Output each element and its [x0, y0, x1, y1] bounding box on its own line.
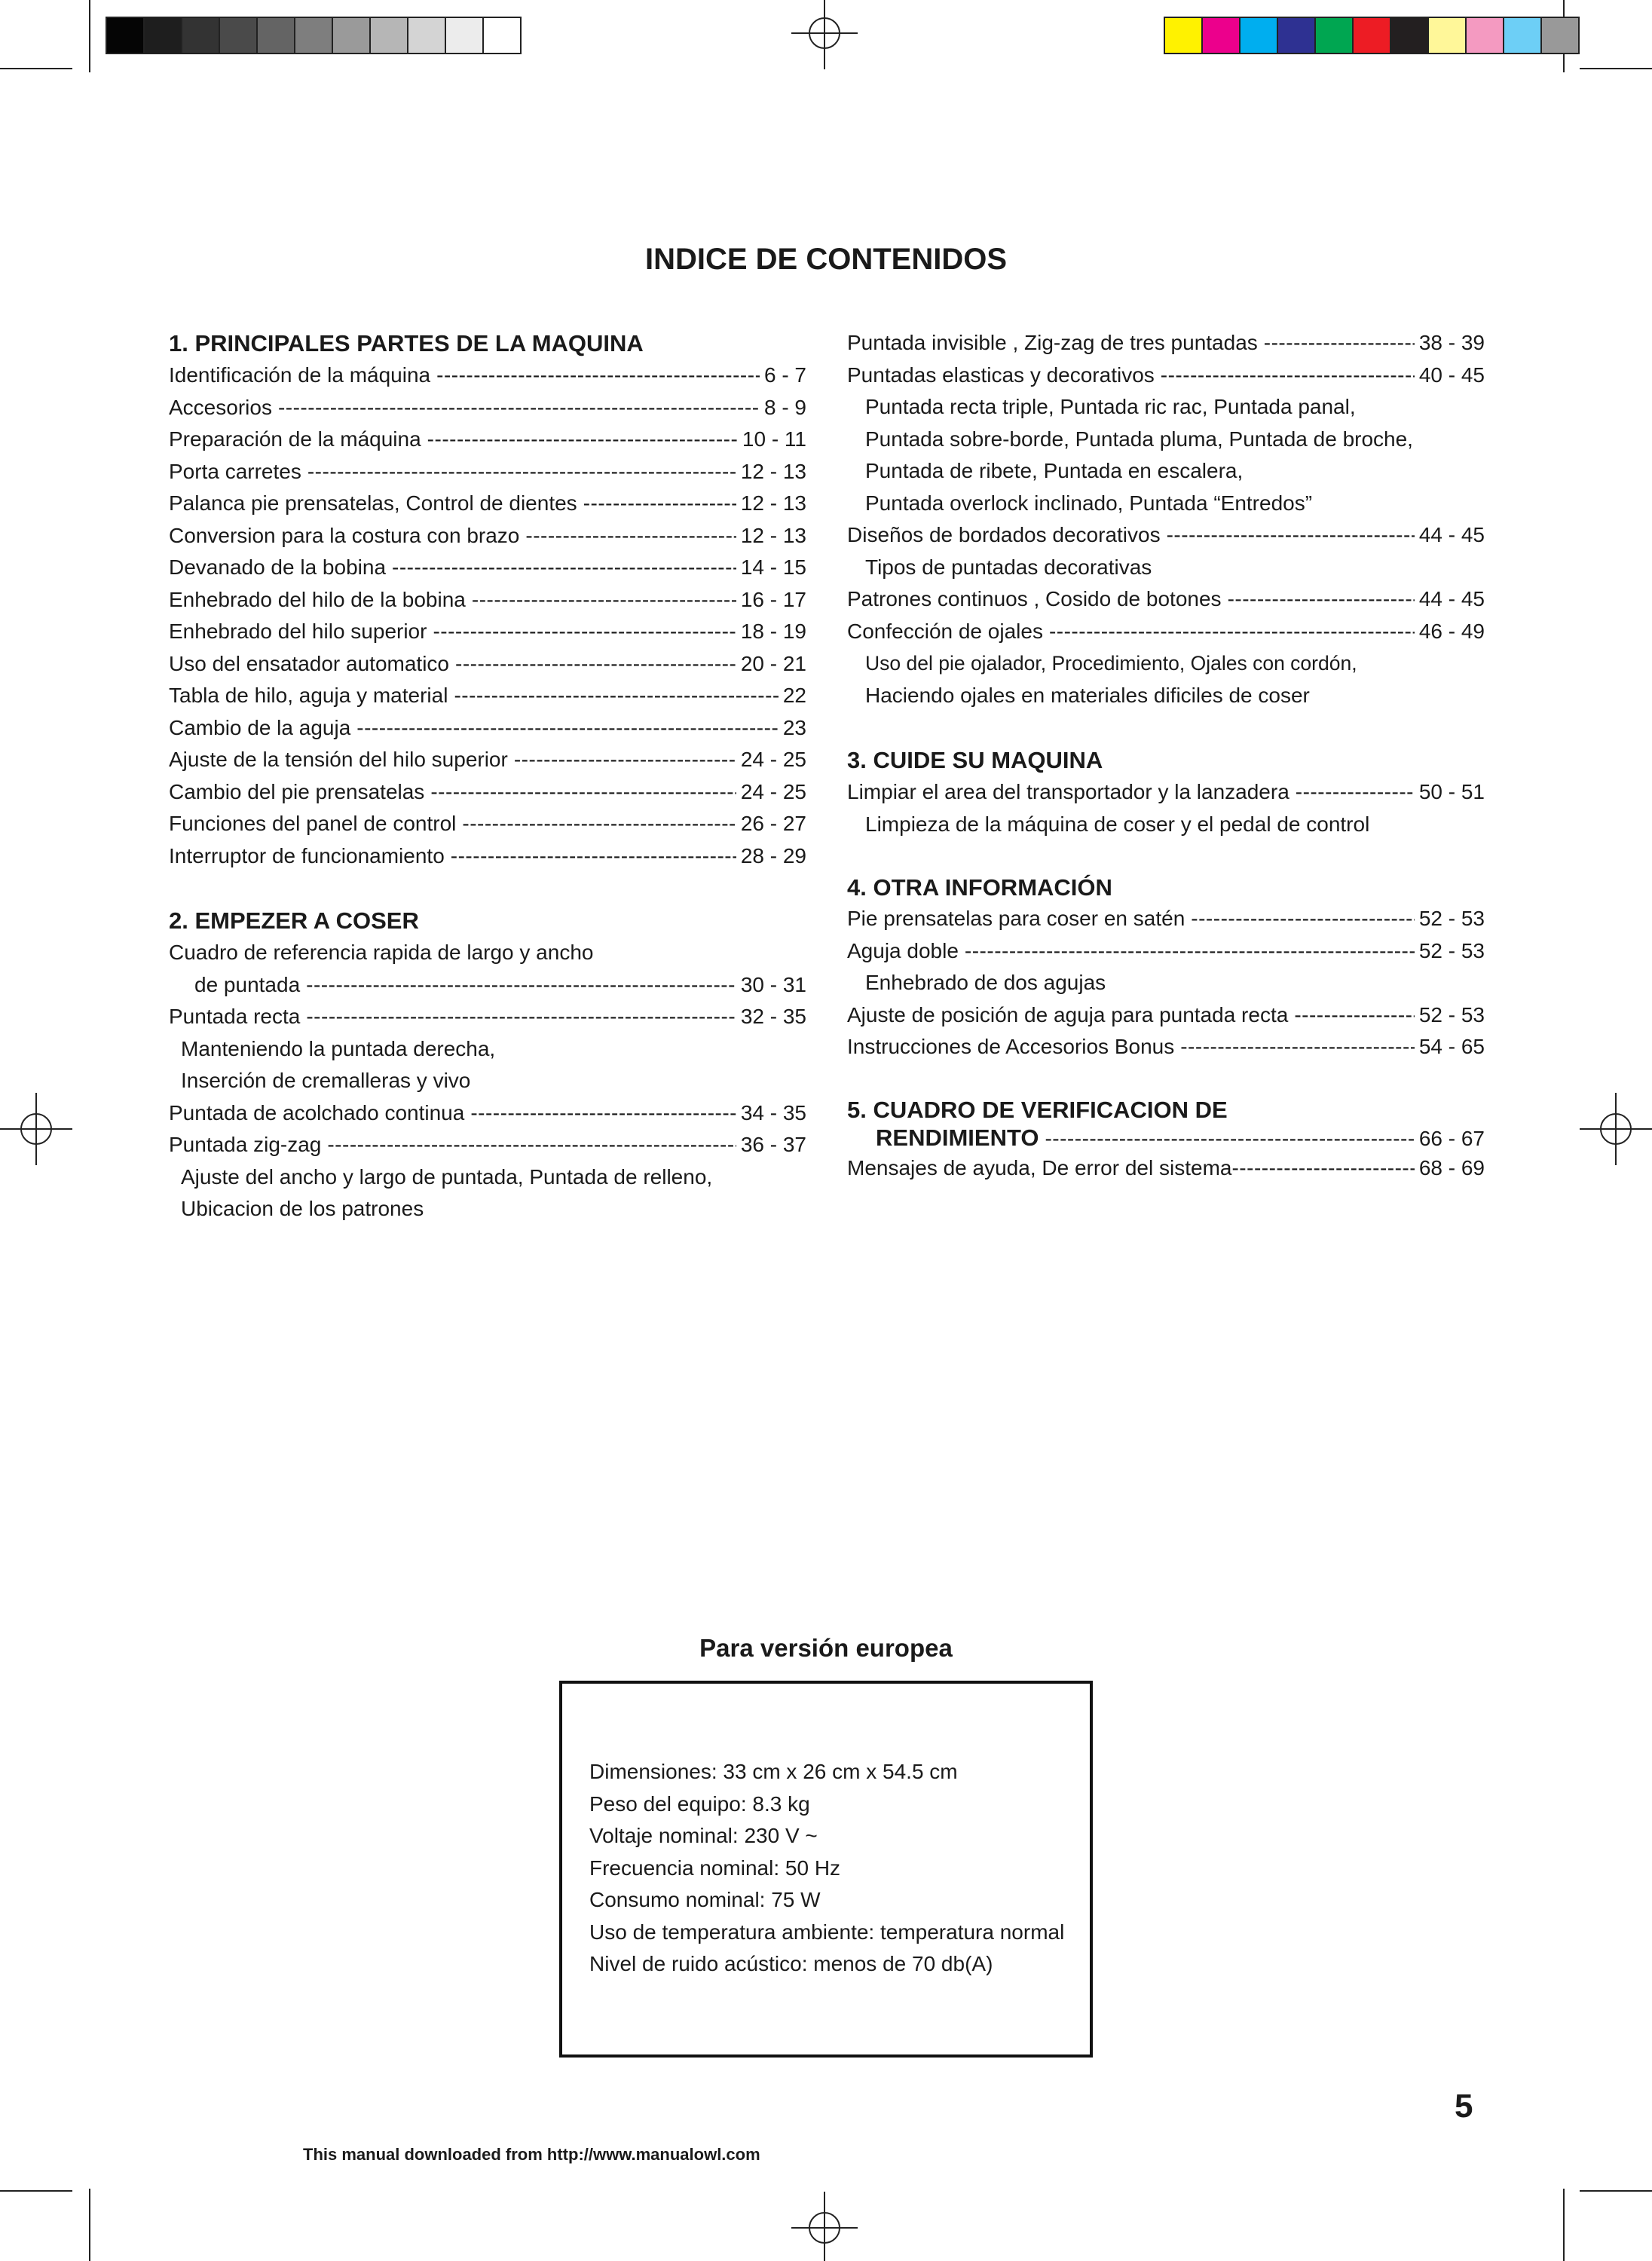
toc-entry[interactable] [169, 359, 806, 392]
toc-page-range: 38 - 39 [1418, 331, 1485, 354]
toc-page-range: 66 - 67 [1418, 1126, 1485, 1150]
toc-entry[interactable] [169, 808, 806, 840]
toc-page-range: 26 - 27 [740, 812, 806, 835]
toc-page-range: 68 - 69 [1418, 1155, 1485, 1179]
section-heading: 1. PRINCIPALES PARTES DE LA MAQUINA [169, 330, 644, 356]
color-swatch [1241, 18, 1278, 53]
spec-line: Peso del equipo: 8.3 kg [589, 1791, 810, 1816]
grayscale-color-bar [106, 17, 522, 54]
toc-entry-label: Diseños de bordados decorativos [847, 523, 1161, 546]
toc-entry[interactable] [169, 712, 806, 745]
toc-entry[interactable] [169, 520, 806, 552]
color-swatch [1391, 18, 1429, 53]
color-swatch [1278, 18, 1316, 53]
crop-mark [89, 0, 90, 72]
registration-mark-icon [788, 2189, 861, 2261]
color-swatch [1165, 18, 1203, 53]
color-swatch [1429, 18, 1467, 53]
section-heading: 3. CUIDE SU MAQUINA [847, 747, 1103, 773]
spec-line: Dimensiones: 33 cm x 26 cm x 54.5 cm [589, 1760, 958, 1783]
dot-leader [306, 1001, 736, 1033]
toc-page-range: 52 - 53 [1418, 938, 1485, 962]
toc-entry[interactable] [169, 1129, 806, 1161]
toc-entry[interactable] [169, 584, 806, 616]
dot-leader [451, 840, 736, 873]
toc-entry-label: Porta carretes [169, 459, 301, 483]
toc-subentry: Inserción de cremalleras y vivo [181, 1069, 471, 1092]
crop-mark [1580, 68, 1652, 69]
toc-entry[interactable] [847, 583, 1485, 616]
dot-leader [1167, 519, 1415, 552]
toc-page-range: 12 - 13 [740, 491, 806, 515]
toc-page-range: 50 - 51 [1418, 780, 1485, 803]
toc-page-range: 24 - 25 [740, 748, 806, 771]
dot-leader [1049, 616, 1415, 648]
toc-entry-label: de puntada [194, 972, 301, 996]
color-swatch [1504, 18, 1542, 53]
toc-page-range: 12 - 13 [740, 523, 806, 547]
dot-leader [1191, 903, 1415, 935]
toc-entry-label: Devanado de la bobina [169, 555, 387, 579]
dot-leader [525, 520, 736, 552]
crop-mark [89, 2189, 90, 2261]
dot-leader [1296, 776, 1415, 809]
spec-line: Uso de temperatura ambiente: temperatura normal [589, 1920, 1065, 1944]
toc-entry[interactable] [847, 1152, 1485, 1185]
toc-entry[interactable] [169, 392, 806, 424]
toc-entry[interactable] [847, 519, 1485, 552]
toc-page-range: 52 - 53 [1418, 907, 1485, 930]
gray-swatch [258, 18, 295, 53]
dot-leader [1045, 1125, 1414, 1152]
toc-entry-label: Uso del ensatador automatico [169, 651, 449, 675]
toc-entry-label: Patrones continuos , Cosido de botones [847, 587, 1222, 610]
toc-entry[interactable] [847, 616, 1485, 648]
dot-leader [472, 584, 736, 616]
dot-leader [356, 712, 779, 745]
dot-leader [1161, 359, 1415, 392]
toc-entry-label: Enhebrado del hilo superior [169, 620, 427, 643]
toc-page-range: 20 - 21 [740, 651, 806, 675]
toc-subentry: Limpieza de la máquina de coser y el pedal de control [865, 812, 1370, 836]
toc-page-range: 22 [782, 684, 806, 707]
toc-entry-label: Cuadro de referencia rapida de largo y ancho [169, 941, 594, 964]
toc-entry[interactable] [169, 616, 806, 648]
dot-leader [1294, 999, 1415, 1032]
dot-leader [436, 359, 760, 392]
dot-leader [278, 392, 760, 424]
toc-subentry: Puntada de ribete, Puntada en escalera, [865, 459, 1244, 482]
toc-entry[interactable] [847, 999, 1485, 1032]
toc-page-range: 44 - 45 [1418, 587, 1485, 610]
dot-leader [514, 744, 736, 776]
toc-entry[interactable] [169, 488, 806, 520]
toc-entry[interactable] [847, 935, 1485, 968]
toc-entry[interactable] [169, 456, 806, 488]
toc-entry[interactable] [847, 776, 1485, 809]
toc-entry-label: Puntada de acolchado continua [169, 1100, 465, 1124]
toc-entry-label: Puntada recta [169, 1005, 301, 1028]
gray-swatch [446, 18, 484, 53]
toc-entry-label: Aguja doble [847, 938, 959, 962]
toc-subentry: Puntada recta triple, Puntada ric rac, Puntada panal, [865, 395, 1356, 418]
gray-swatch [145, 18, 182, 53]
toc-entry-label: Enhebrado del hilo de la bobina [169, 587, 466, 611]
spec-line: Voltaje nominal: 230 V ~ [589, 1824, 818, 1847]
color-swatch [1467, 18, 1504, 53]
gray-swatch [107, 18, 145, 53]
toc-entry[interactable] [169, 969, 806, 1002]
toc-page-range: 8 - 9 [763, 395, 806, 419]
toc-page-range: 52 - 53 [1418, 1002, 1485, 1026]
dot-leader [327, 1129, 736, 1161]
dot-leader [433, 616, 736, 648]
toc-entry[interactable] [847, 1124, 1485, 1152]
toc-entry-label: Puntada zig-zag [169, 1133, 322, 1156]
toc-page-range: 46 - 49 [1418, 619, 1485, 643]
dot-leader [462, 808, 736, 840]
section-heading: 4. OTRA INFORMACIÓN [847, 874, 1112, 901]
toc-entry-label: Funciones del panel de control [169, 812, 457, 835]
toc-subentry: Enhebrado de dos agujas [865, 971, 1106, 994]
toc-entry[interactable] [169, 424, 806, 456]
toc-page-range: 28 - 29 [740, 843, 806, 867]
toc-entry[interactable] [847, 1031, 1485, 1063]
dot-leader [392, 552, 736, 584]
toc-entry-label: Pie prensatelas para coser en satén [847, 907, 1185, 930]
gray-swatch [182, 18, 220, 53]
europe-heading: Para versión europea [699, 1634, 953, 1662]
process-color-bar [1164, 17, 1580, 54]
toc-page-range: 54 - 65 [1418, 1035, 1485, 1058]
dot-leader [1180, 1031, 1415, 1063]
footer-note: This manual downloaded from http://www.manualowl.com [303, 2145, 760, 2164]
toc-entry-label: Cambio de la aguja [169, 715, 351, 739]
toc-entry-label: Accesorios [169, 395, 272, 419]
section-heading: 2. EMPEZER A COSER [169, 907, 419, 934]
dot-leader [1264, 327, 1415, 359]
toc-entry-label: Conversion para la costura con brazo [169, 523, 520, 547]
toc-entry[interactable] [169, 648, 806, 681]
dot-leader [427, 424, 738, 456]
dot-leader [454, 680, 778, 712]
toc-left-column [169, 327, 806, 1225]
registration-mark-icon [1580, 1093, 1652, 1165]
toc-subentry: Puntada overlock inclinado, Puntada “Entredos” [865, 491, 1313, 515]
color-swatch [1542, 18, 1578, 53]
section-heading: 5. CUADRO DE VERIFICACION DE [847, 1096, 1228, 1123]
gray-swatch [333, 18, 371, 53]
toc-page-range: 16 - 17 [740, 587, 806, 611]
toc-entry[interactable] [847, 359, 1485, 392]
toc-entry[interactable] [169, 840, 806, 873]
toc-entry-label: Puntada invisible , Zig-zag de tres puntadas [847, 331, 1258, 354]
toc-entry-label: Identificación de la máquina [169, 363, 431, 387]
toc-entry[interactable] [169, 552, 806, 584]
toc-page-range: 14 - 15 [740, 555, 806, 579]
toc-page-range: 30 - 31 [740, 972, 806, 996]
color-swatch [1316, 18, 1354, 53]
toc-page-range: 40 - 45 [1418, 363, 1485, 387]
crop-mark [1580, 2190, 1652, 2192]
toc-right-column [847, 327, 1485, 1184]
toc-entry-label: RENDIMIENTO [876, 1124, 1039, 1151]
dot-leader [1231, 1152, 1414, 1185]
toc-page-range: 24 - 25 [740, 779, 806, 803]
gray-swatch [371, 18, 408, 53]
spec-line: Consumo nominal: 75 W [589, 1888, 821, 1911]
toc-entry[interactable] [169, 680, 806, 712]
toc-page-range: 18 - 19 [740, 620, 806, 643]
dot-leader [470, 1097, 736, 1130]
toc-subentry: Tipos de puntadas decorativas [865, 555, 1152, 579]
toc-page-range: 36 - 37 [740, 1133, 806, 1156]
toc-subentry: Ajuste del ancho y largo de puntada, Puntada de relleno, [181, 1164, 713, 1189]
toc-entry[interactable] [169, 776, 806, 809]
toc-entry-label: Ajuste de la tensión del hilo superior [169, 748, 508, 771]
toc-page-range: 10 - 11 [742, 427, 806, 451]
crop-mark [0, 68, 72, 69]
gray-swatch [408, 18, 446, 53]
toc-entry-label: Tabla de hilo, aguja y material [169, 684, 448, 707]
toc-entry-label: Palanca pie prensatelas, Control de dientes [169, 491, 577, 515]
toc-subentry: Haciendo ojales en materiales dificiles de coser [865, 683, 1310, 707]
dot-leader [455, 648, 736, 681]
spec-box [559, 1681, 1093, 2058]
dot-leader [307, 456, 736, 488]
gray-swatch [220, 18, 258, 53]
registration-mark-icon [788, 0, 861, 72]
toc-entry-label: Mensajes de ayuda, De error del sistema [847, 1155, 1232, 1179]
toc-entry[interactable] [847, 327, 1485, 359]
page-title: INDICE DE CONTENIDOS [644, 243, 1008, 276]
dot-leader [965, 935, 1415, 968]
dot-leader [430, 776, 736, 809]
spec-list [589, 1756, 1064, 1981]
toc-entry-label: Confección de ojales [847, 619, 1043, 643]
color-swatch [1354, 18, 1391, 53]
toc-subentry: Ubicacion de los patrones [181, 1197, 424, 1220]
gray-swatch [295, 18, 333, 53]
toc-page-range: 12 - 13 [740, 459, 806, 483]
toc-subentry: Uso del pie ojalador, Procedimiento, Ojales con cordón, [865, 652, 1357, 675]
toc-entry-label: Interruptor de funcionamiento [169, 843, 445, 867]
crop-mark [0, 2190, 72, 2192]
toc-subentry: Manteniendo la puntada derecha, [181, 1036, 496, 1060]
toc-entry[interactable] [169, 1001, 806, 1033]
toc-entry-label: Puntadas elasticas y decorativos [847, 363, 1155, 387]
toc-entry[interactable] [169, 744, 806, 776]
toc-entry-label: Instrucciones de Accesorios Bonus [847, 1035, 1175, 1058]
toc-entry[interactable] [169, 1097, 806, 1130]
dot-leader [583, 488, 736, 520]
toc-list [169, 359, 806, 872]
registration-mark-icon [0, 1093, 72, 1165]
spec-line: Frecuencia nominal: 50 Hz [589, 1856, 841, 1880]
toc-entry-label: Preparación de la máquina [169, 427, 421, 451]
toc-entry-label: Cambio del pie prensatelas [169, 779, 425, 803]
toc-page-range: 6 - 7 [763, 363, 806, 387]
crop-mark [1563, 2189, 1565, 2261]
toc-entry-label: Ajuste de posición de aguja para puntada recta [847, 1002, 1289, 1026]
toc-page-range: 44 - 45 [1418, 523, 1485, 546]
toc-entry[interactable] [847, 903, 1485, 935]
toc-page-range: 34 - 35 [740, 1100, 806, 1124]
page-number: 5 [1455, 2088, 1473, 2125]
spec-line: Nivel de ruido acústico: menos de 70 db(A) [589, 1952, 993, 1975]
gray-swatch [484, 18, 520, 53]
color-swatch [1203, 18, 1241, 53]
toc-page-range: 23 [782, 715, 806, 739]
toc-subentry: Puntada sobre-borde, Puntada pluma, Puntada de broche, [865, 427, 1413, 451]
toc-page-range: 32 - 35 [740, 1005, 806, 1028]
toc-entry-label: Limpiar el area del transportador y la lanzadera [847, 780, 1289, 803]
dot-leader [1228, 583, 1415, 616]
dot-leader [306, 969, 736, 1002]
